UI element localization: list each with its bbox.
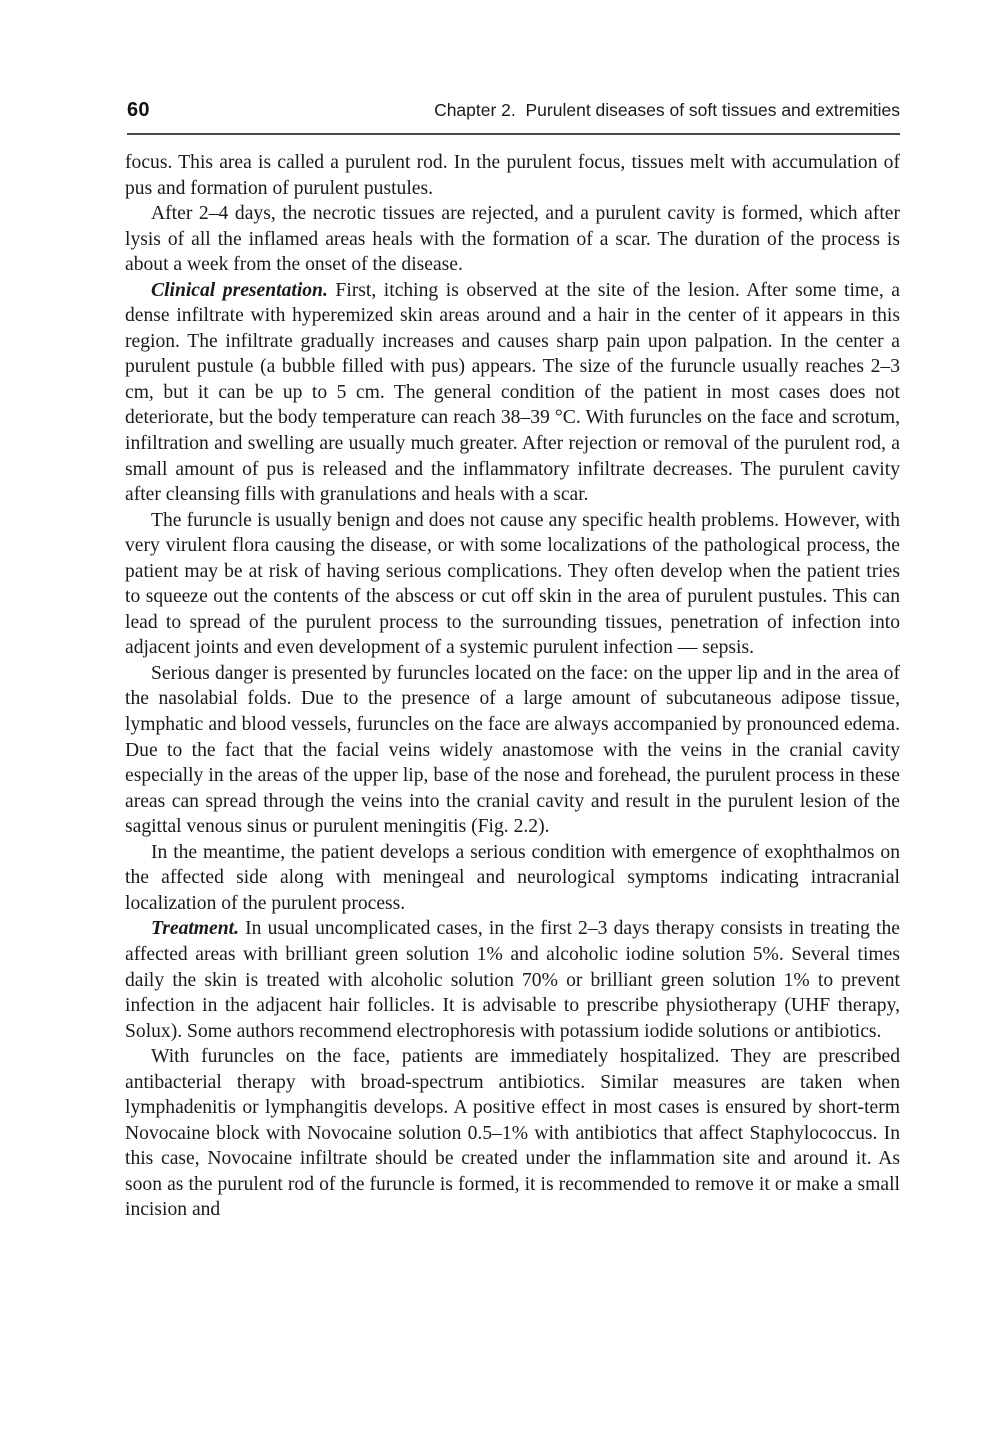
paragraph-text: In usual uncomplicated cases, in the first 2–3 days therapy consists in treating the affected areas with brilliant green solution 1% and alcoholic iodine solution 5%. Several times daily the skin is treated with alcoholic solution 70% or brilliant green solution 1% to prevent infection in the adjacent hair follicles. It is advisable to prescribe physiotherapy (UHF therapy, Solux). Some authors recommend electrophoresis with potassium iodide solutions or antibiotics. [125, 918, 900, 1042]
body-paragraph [125, 508, 900, 661]
body-paragraph [125, 1044, 900, 1223]
paragraph-text: First, itching is observed at the site of the lesion. After some time, a dense infiltrate with hyperemized skin areas around and a hair in the center of it appears in this region. The infiltrate gradually increases and causes sharp pain upon palpation. In the center a purulent pustule (a bubble filled with pus) appears. The size of the furuncle usually reaches 2–3 cm, but it can be up to 5 cm. The general condition of the patient in most cases does not deteriorate, but the body temperature can reach 38–39 °C. With furuncles on the face and scrotum, infiltration and swelling are usually much greater. After rejection or removal of the purulent rod, a small amount of pus is released and the inflammatory infiltrate decreases. The purulent cavity after cleansing fills with granulations and heals with a scar. [125, 279, 900, 506]
page-number: 60 [127, 99, 150, 121]
body-paragraph [125, 916, 900, 1044]
run-in-heading: Clinical presentation. [151, 279, 328, 301]
body-paragraph [125, 840, 900, 917]
paragraph-text: After 2–4 days, the necrotic tissues are rejected, and a purulent cavity is formed, which after lysis of all the inflamed areas heals with the formation of a scar. The duration of the process is about a week from the onset of the disease. [125, 203, 900, 276]
body-paragraph [125, 278, 900, 508]
body-paragraph [125, 201, 900, 278]
header-divider-rule [127, 133, 900, 135]
chapter-title: Chapter 2. Purulent diseases of soft tissues and extremities [434, 100, 900, 120]
run-in-heading: Treatment. [151, 918, 239, 940]
running-head [127, 100, 900, 120]
body-paragraph [125, 150, 900, 201]
paragraph-text: The furuncle is usually benign and does not cause any specific health problems. However, with very virulent flora causing the disease, or with some localizations of the pathological process, the patient may be at risk of having serious complications. They often develop when the patient tries to squeeze out the contents of the abscess or cut off skin in the area of purulent pustules. This can lead to spread of the purulent process to the surrounding tissues, penetration of infection into adjacent joints and even development of a systemic purulent infection — sepsis. [125, 509, 900, 659]
paragraph-text: Serious danger is presented by furuncles located on the face: on the upper lip and in the area of the nasolabial folds. Due to the presence of a large amount of subcutaneous adipose tissue, lymphatic and blood vessels, furuncles on the face are always accompanied by pronounced edema. Due to the fact that the facial veins widely anastomose with the veins in the cranial cavity especially in the areas of the upper lip, base of the nose and forehead, the purulent process in these areas can spread through the veins into the cranial cavity and result in the purulent lesion of the sagittal venous sinus or purulent meningitis (Fig. 2.2). [125, 662, 900, 838]
paragraph-text: In the meantime, the patient develops a serious condition with emergence of exophthalmos on the affected side along with meningeal and neurological symptoms indicating intracranial localization of the purulent process. [125, 841, 900, 914]
paragraph-text: focus. This area is called a purulent rod. In the purulent focus, tissues melt with accumulation of pus and formation of purulent pustules. [125, 152, 900, 199]
body-text-block [125, 150, 900, 1223]
paragraph-text: With furuncles on the face, patients are immediately hospitalized. They are prescribed antibacterial therapy with broad-spectrum antibiotics. Similar measures are taken when lymphadenitis or lymphangitis develops. A positive effect in most cases is ensured by short-term Novocaine block with Novocaine solution 0.5–1% with antibiotics that affect Staphylococcus. In this case, Novocaine infiltrate should be created under the inflammation site and around it. As soon as the purulent rod of the furuncle is formed, it is recommended to remove it or make a small incision and [125, 1046, 900, 1221]
body-paragraph [125, 661, 900, 840]
